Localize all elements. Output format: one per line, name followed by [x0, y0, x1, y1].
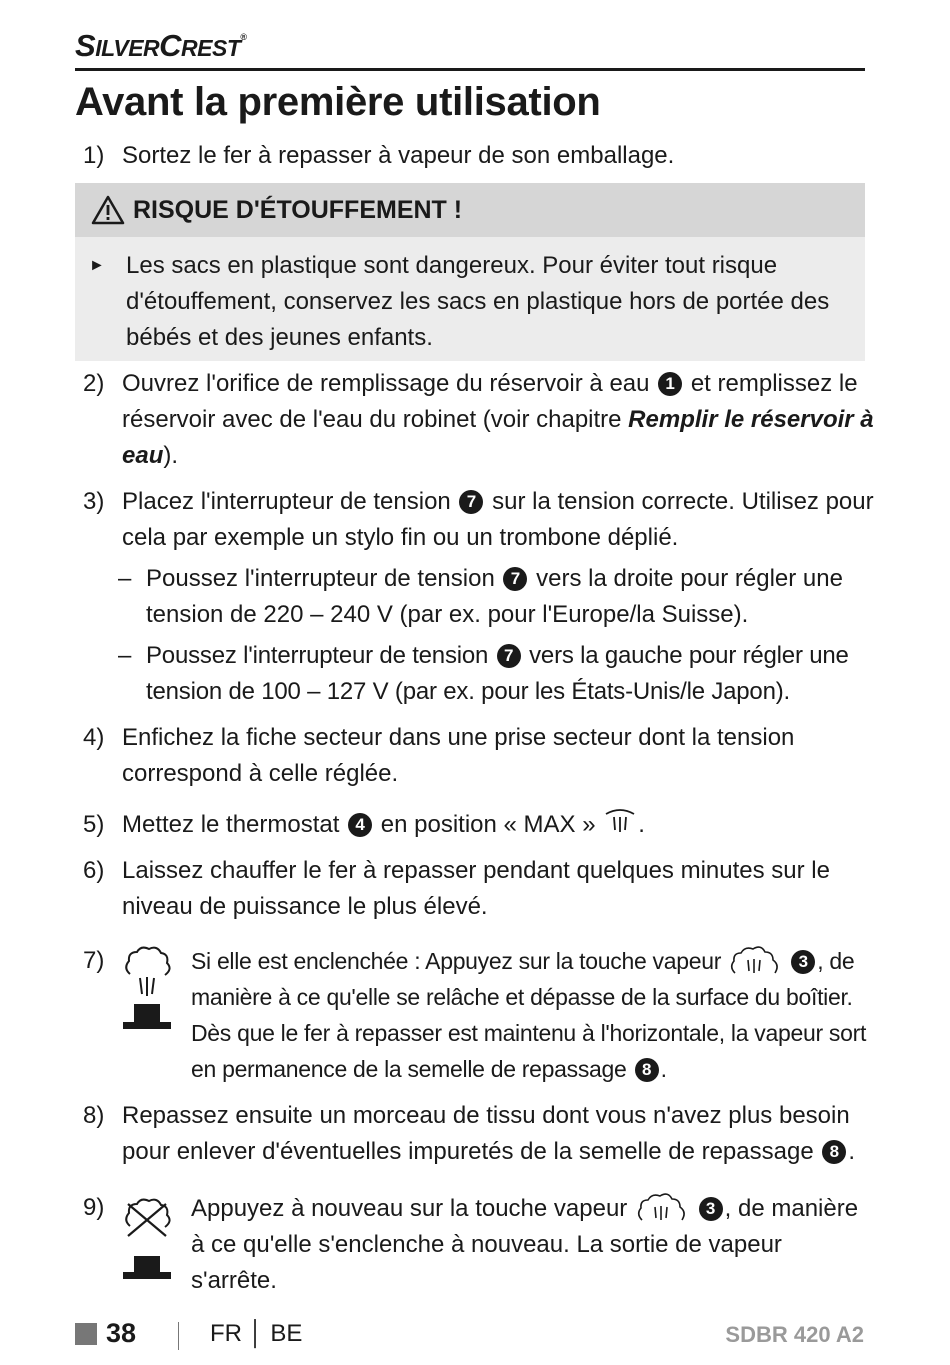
step-9-text: Appuyez à nouveau sur la touche vapeur 3 , de manière à ce qu'elle s'enclenche à nouveau. La sortie de vapeur s'arrête.	[191, 1190, 871, 1299]
bullet-arrow-icon: ►	[89, 257, 105, 274]
ref-number-badge: 7	[503, 567, 527, 591]
page-marker-square	[75, 1323, 97, 1345]
page-title: Avant la première utilisation	[75, 80, 601, 124]
warning-box	[75, 183, 865, 361]
ref-number-badge: 3	[699, 1197, 723, 1221]
ref-number-badge: 8	[822, 1140, 846, 1164]
model-number: SDBR 420 A2	[725, 1322, 864, 1347]
ref-number-badge: 7	[497, 644, 521, 668]
warning-text: Les sacs en plastique sont dangereux. Pour éviter tout risque d'étouffement, conservez les sacs en plastique hors de portée des bébés et des jeunes enfants.	[126, 252, 830, 351]
ref-number-badge: 8	[635, 1058, 659, 1082]
steam-button-icon	[634, 1190, 690, 1224]
steam-max-icon	[602, 808, 638, 836]
steam-button-icon	[727, 943, 783, 977]
warning-header	[75, 183, 865, 237]
warning-title: RISQUE D'ÉTOUFFEMENT !	[133, 196, 463, 224]
steam-on-icon	[120, 944, 174, 1036]
header-rule	[75, 68, 865, 71]
language-codes: FR │ BE	[210, 1320, 303, 1347]
steam-off-icon	[120, 1196, 174, 1286]
ref-number-badge: 1	[658, 372, 682, 396]
brand-logo: SILVERCREST®	[75, 28, 247, 63]
warning-triangle-icon	[91, 195, 125, 225]
footer-divider	[178, 1322, 179, 1350]
ref-number-badge: 7	[459, 490, 483, 514]
step-7-text: Si elle est enclenchée : Appuyez sur la touche vapeur 3 , de manière à ce qu'elle se relâche et dépasse de la surface du boîtier. Dès que le fer à repasser est maintenu à l'horizontale, la vapeur sort en permanence de la semelle de repassage 8 .	[191, 943, 871, 1087]
ref-number-badge: 4	[348, 813, 372, 837]
chapter-reference: Remplir le réservoir à eau	[122, 406, 874, 469]
ref-number-badge: 3	[791, 950, 815, 974]
page-number: 38	[106, 1318, 137, 1348]
